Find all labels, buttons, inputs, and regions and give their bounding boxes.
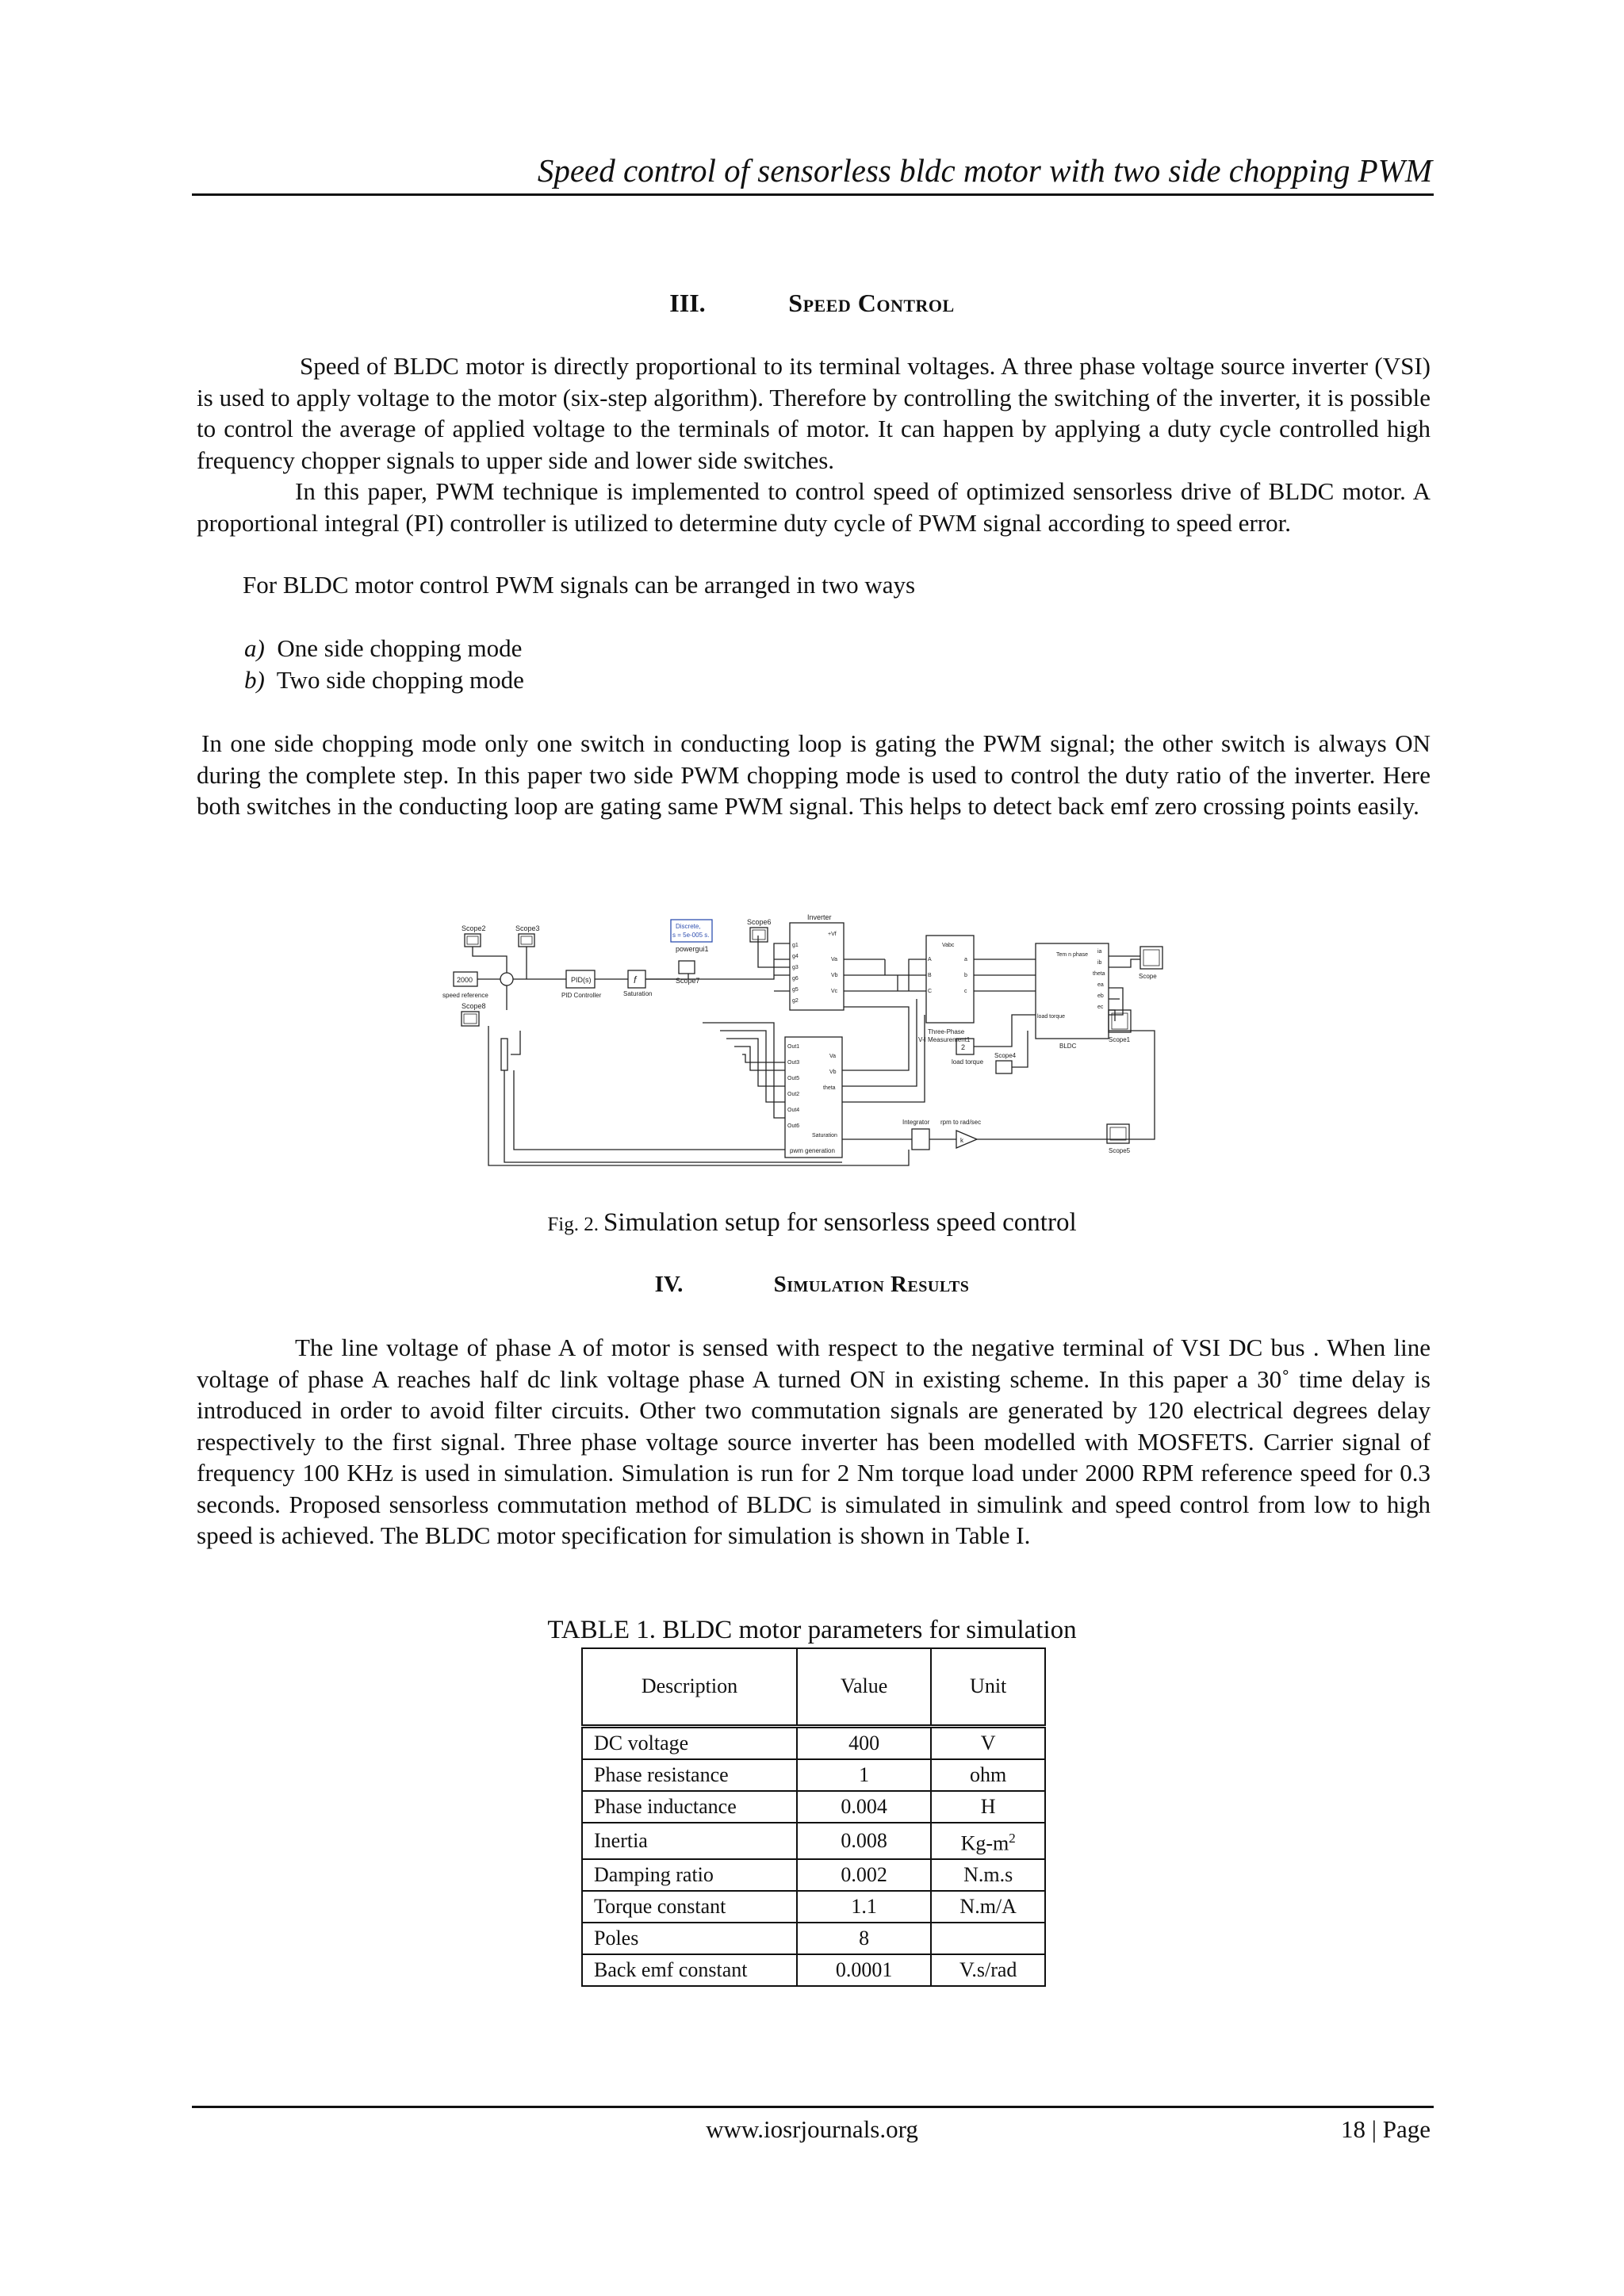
bldc-tem-label: Tem n phase xyxy=(1056,952,1089,958)
table-cell: Phase inductance xyxy=(582,1791,797,1823)
list-item xyxy=(244,633,522,664)
table-cell: V.s/rad xyxy=(931,1954,1045,1986)
inverter-port: Va xyxy=(831,957,838,962)
table-cell: N.m.s xyxy=(931,1859,1045,1891)
scope2-label: Scope2 xyxy=(462,924,486,932)
scope7-block xyxy=(679,961,695,974)
running-title: Speed control of sensorless bldc motor with two side chopping PWM xyxy=(537,152,1432,189)
inverter-port: g1 xyxy=(792,943,799,948)
paragraph-speed-intro: Speed of BLDC motor is directly proportional to its terminal voltages. A three phase voltage source inverter (VSI) is used to apply voltage to the motor (six-step algorithm). Therefore by controlling the switching of the inverter, it is possible to control the average of applied voltage to the terminals of motor. It can happen by applying a duty cycle controlled high frequency chopper signals to upper side and lower side switches. xyxy=(197,352,1431,474)
simulink-diagram xyxy=(441,912,1202,1177)
scope3-label: Scope3 xyxy=(515,924,540,932)
pwm-port: Out3 xyxy=(787,1060,800,1066)
table-cell: 1 xyxy=(797,1759,931,1791)
table-cell: 1.1 xyxy=(797,1891,931,1923)
gain-block xyxy=(956,1131,977,1148)
figure-number: Fig. 2. xyxy=(547,1214,599,1235)
load-torque-value: 2 xyxy=(961,1043,966,1051)
bldc-port: ea xyxy=(1097,982,1104,988)
table-cell: 0.004 xyxy=(797,1791,931,1823)
speed-reference-label: speed reference xyxy=(442,992,488,999)
phase-wires xyxy=(844,959,926,991)
paragraph-pwm-ways: For BLDC motor control PWM signals can be arranged in two ways xyxy=(243,571,916,599)
inverter-port: +Vf xyxy=(828,932,837,937)
pwm-generation-label: pwm generation xyxy=(790,1147,835,1154)
table-header: Description xyxy=(582,1648,797,1726)
table-cell xyxy=(931,1823,1045,1860)
bldc-port: ia xyxy=(1097,949,1102,955)
scope4-label: Scope4 xyxy=(994,1052,1017,1059)
pid-block-text: PID(s) xyxy=(571,976,592,984)
table-cell: N.m/A xyxy=(931,1891,1045,1923)
pid-label: PID Controller xyxy=(561,992,602,999)
list-marker: b) xyxy=(244,666,265,694)
bldc-port: ec xyxy=(1097,1004,1104,1010)
measurement-port: A xyxy=(928,957,932,962)
bldc-load-port: load torque xyxy=(1037,1014,1066,1020)
sum-block xyxy=(500,973,513,985)
table-cell: 0.002 xyxy=(797,1859,931,1891)
paragraph-simulation-results: The line voltage of phase A of motor is sensed with respect to the negative terminal of VSI DC bus . When line voltage of phase A reaches half dc link voltage phase A turned ON in existing scheme. In this paper a 30˚ time delay is introduced in order to avoid filter circuits. Other two commutation signals are generated by 120 electrical degrees delay respectively to the first signal. Three phase voltage source inverter has been modelled with MOSFETS. Carrier signal of frequency 100 KHz is used in simulation. Simulation is run for 2 Nm torque load under 2000 RPM reference speed for 0.3 seconds. Proposed sensorless commutation method of BLDC is simulated in simulink and speed control from low to high speed is achieved. The BLDC motor specification for simulation is shown in Table I. xyxy=(197,1334,1431,1549)
pwm-port: Vb xyxy=(829,1070,837,1075)
figure-caption-text: Simulation setup for sensorless speed control xyxy=(603,1208,1077,1237)
section-heading-speed-control xyxy=(0,287,1624,319)
table-row xyxy=(582,1823,1045,1860)
bldc-label: BLDC xyxy=(1059,1043,1077,1050)
header-rule xyxy=(192,193,1434,196)
scope-label: Scope xyxy=(1139,973,1157,980)
table-cell: Back emf constant xyxy=(582,1954,797,1986)
saturation-block xyxy=(628,970,645,988)
table-cell: ohm xyxy=(931,1759,1045,1791)
section-number: III. xyxy=(669,289,706,317)
pwm-port: Out1 xyxy=(787,1044,800,1050)
table-cell: Torque constant xyxy=(582,1891,797,1923)
section-title: Simulation Results xyxy=(773,1272,970,1297)
simulink-diagram-svg xyxy=(441,912,1202,1177)
table-header: Value xyxy=(797,1648,931,1726)
table-cell: Phase resistance xyxy=(582,1759,797,1791)
integrator-label: Integrator xyxy=(902,1119,930,1126)
measurement-port: c xyxy=(964,989,967,994)
unit-text: Kg-m xyxy=(960,1831,1009,1855)
unit-superscript: 2 xyxy=(1009,1830,1016,1846)
inverter-port: Vc xyxy=(831,989,838,994)
table-header-row xyxy=(582,1648,1045,1726)
loop-wires xyxy=(504,999,925,1162)
pwm-port: Out2 xyxy=(787,1092,800,1097)
table-cell: Poles xyxy=(582,1923,797,1954)
scope7-label: Scope7 xyxy=(676,977,700,985)
gain-text: k xyxy=(960,1137,963,1144)
measurement-vabc: Vabc xyxy=(942,943,955,948)
paragraph-chopping-modes: In one side chopping mode only one switch in conducting loop is gating the PWM signal; the other switch is always ON during the complete step. In this paper two side PWM chopping mode is used to control the duty ratio of the inverter. Here both switches in the conducting loop are gating same PWM signal. This helps to detect back emf zero crossing points easily. xyxy=(197,729,1431,820)
saturation-symbol: f xyxy=(634,974,637,985)
list-text: One side chopping mode xyxy=(277,634,523,662)
table-cell: 0.008 xyxy=(797,1823,931,1860)
pwm-signal-wires xyxy=(703,936,790,1118)
saturation-label: Saturation xyxy=(623,990,653,997)
table-row xyxy=(582,1759,1045,1791)
switch-wires xyxy=(488,1026,909,1165)
pwm-port: Out4 xyxy=(787,1108,800,1113)
inverter-port: g3 xyxy=(792,965,799,970)
scope8-screen xyxy=(464,1014,477,1024)
inverter-label: Inverter xyxy=(807,913,832,921)
section-heading-simulation-results xyxy=(0,1269,1624,1300)
pwm-port: Out5 xyxy=(787,1076,800,1081)
scope5-screen xyxy=(1110,1127,1126,1140)
table-header: Unit xyxy=(931,1648,1045,1726)
table-row xyxy=(582,1791,1045,1823)
scope6-screen xyxy=(753,930,765,939)
scope1-screen xyxy=(1112,1013,1128,1029)
measurement-label-1: Three-Phase xyxy=(928,1028,965,1035)
table-cell: Damping ratio xyxy=(582,1859,797,1891)
pwm-port: Va xyxy=(829,1054,837,1059)
inverter-port: g4 xyxy=(792,954,799,959)
list-item xyxy=(244,664,524,696)
measurement-port: B xyxy=(928,973,932,978)
section-title: Speed Control xyxy=(788,289,955,317)
measurement-label-2: V-I Measurement1 xyxy=(918,1036,971,1043)
load-torque-label: load torque xyxy=(952,1058,984,1066)
table-cell: 400 xyxy=(797,1726,931,1759)
rpm-label: rpm to rad/sec xyxy=(940,1119,982,1126)
table-cell: 8 xyxy=(797,1923,931,1954)
table-row xyxy=(582,1726,1045,1759)
scope3-screen xyxy=(521,936,532,944)
figure-caption xyxy=(0,1207,1624,1241)
section-number: IV. xyxy=(654,1272,684,1297)
table-cell: Inertia xyxy=(582,1823,797,1860)
powergui-text-2: s = 5e-005 s. xyxy=(672,932,710,939)
inverter-port: g5 xyxy=(792,987,799,993)
scope1-label: Scope1 xyxy=(1109,1036,1131,1043)
bldc-port: ib xyxy=(1097,960,1102,966)
table-cell: 0.0001 xyxy=(797,1954,931,1986)
inverter-port: g2 xyxy=(792,998,799,1004)
output-wires xyxy=(1109,956,1140,1021)
table-cell: H xyxy=(931,1791,1045,1823)
table-row xyxy=(582,1859,1045,1891)
inverter-port: g6 xyxy=(792,976,799,982)
scope2-screen xyxy=(467,936,478,944)
motor-parameters-table xyxy=(581,1647,1046,1987)
pwm-port: theta xyxy=(823,1085,836,1091)
bldc-port: theta xyxy=(1093,971,1105,977)
scope-screen xyxy=(1143,950,1159,966)
table-title: TABLE 1. BLDC motor parameters for simulation xyxy=(547,1616,1077,1644)
powergui-text-1: Discrete, xyxy=(676,923,701,930)
measurement-port: b xyxy=(964,973,967,978)
pwm-port: Out6 xyxy=(787,1123,800,1129)
scope6-label: Scope6 xyxy=(747,918,772,926)
powergui-label: powergui1 xyxy=(676,945,709,953)
list-text: Two side chopping mode xyxy=(276,666,524,694)
switch-block xyxy=(501,1039,508,1070)
footer-rule xyxy=(192,2106,1434,2108)
speed-value: 2000 xyxy=(457,976,473,984)
paragraph-pwm-technique: In this paper, PWM technique is implemented to control speed of optimized sensorless drive of BLDC motor. A proportional integral (PI) controller is utilized to determine duty cycle of PWM signal according to speed error. xyxy=(197,477,1431,537)
scope4-block xyxy=(996,1061,1012,1073)
footer-url: www.iosrjournals.org xyxy=(706,2115,918,2143)
pwm-saturation-port: Saturation xyxy=(812,1133,837,1138)
measurement-block xyxy=(926,936,974,1023)
measurement-port: C xyxy=(928,989,933,994)
measurement-port: a xyxy=(964,957,967,962)
table-cell: V xyxy=(931,1726,1045,1759)
table-cell xyxy=(931,1923,1045,1954)
table-row xyxy=(582,1891,1045,1923)
bldc-port: eb xyxy=(1097,993,1104,999)
list-marker: a) xyxy=(244,634,265,662)
motor-wires xyxy=(974,959,1036,1047)
table-row xyxy=(582,1923,1045,1954)
scope8-label: Scope8 xyxy=(462,1002,486,1010)
integrator-block xyxy=(912,1129,929,1150)
table-cell: DC voltage xyxy=(582,1726,797,1759)
scope5-label: Scope5 xyxy=(1109,1147,1131,1154)
inverter-port: Vb xyxy=(831,973,838,978)
bldc-block xyxy=(1036,943,1109,1039)
table-row xyxy=(582,1954,1045,1986)
page-number: 18 | Page xyxy=(1341,2115,1431,2143)
